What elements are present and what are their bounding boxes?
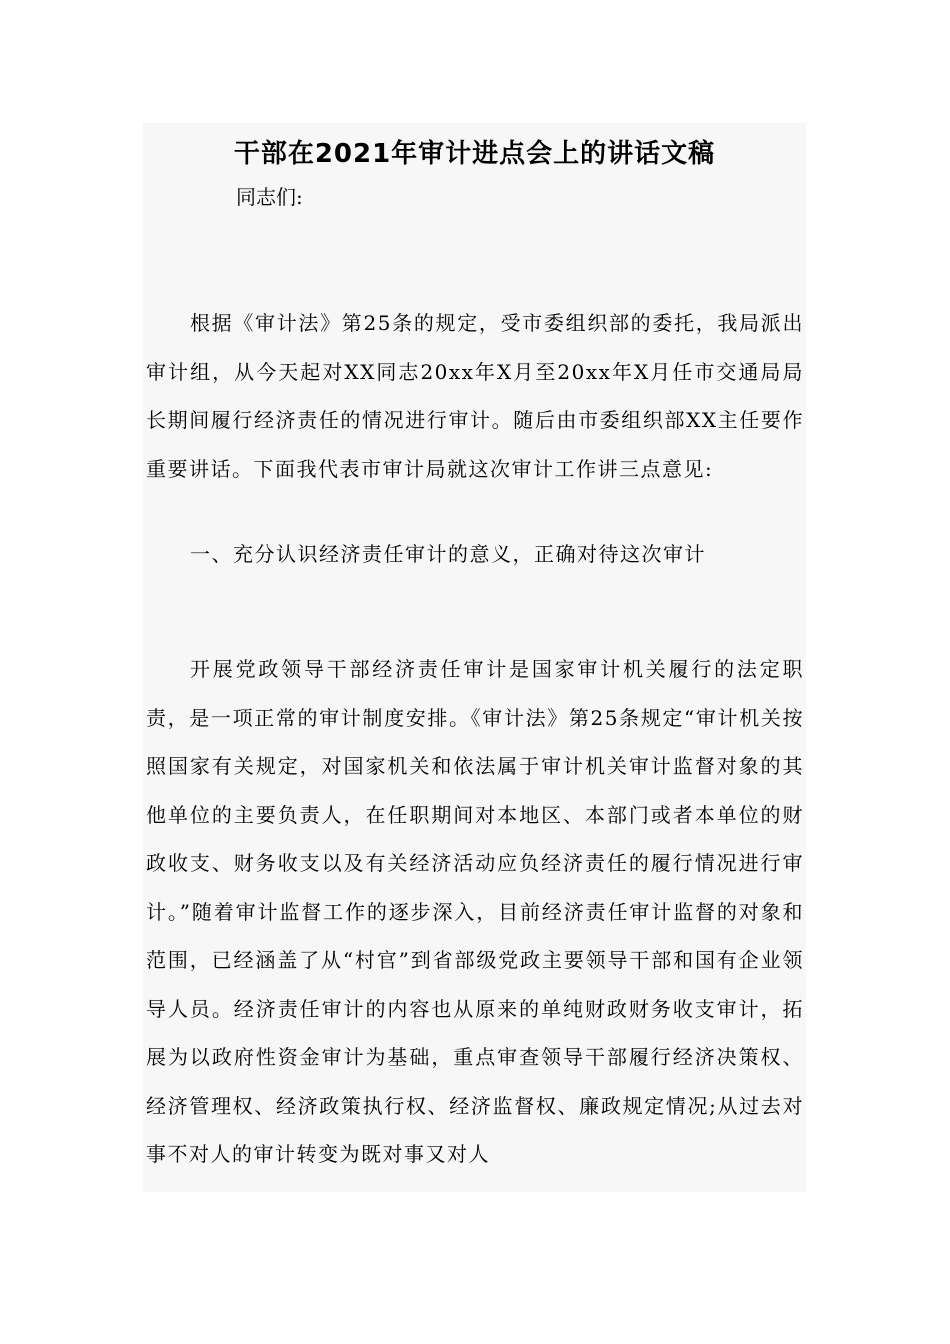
- section-heading-1: 一、充分认识经济责任审计的意义，正确对待这次审计: [190, 542, 706, 566]
- document-title: 干部在2021年审计进点会上的讲话文稿: [233, 139, 716, 169]
- salutation: 同志们:: [236, 185, 303, 209]
- paragraph-body: 开展党政领导干部经济责任审计是国家审计机关履行的法定职责，是一项正常的审计制度安排。《审计法》第25条规定“审计机关按照国家有关规定，对国家机关和依法属于审计机关审计监督对象的其他单位的主要负责人，在任职期间对本地区、本部门或者本单位的财政收支、财务收支以及有关经济活动应负经济责任的履行情况进行审计。”随着审计监督工作的逐步深入，目前经济责任审计监督的对象和范围，已经涵盖了从“村官”到省部级党政主要领导干部和国有企业领导人员。经济责任审计的内容也从原来的单纯财政财务收支审计，拓展为以政府性资金审计为基础，重点审查领导干部履行经济决策权、经济管理权、经济政策执行权、经济监督权、廉政规定情况;从过去对事不对人的审计转变为既对事又对人: [146, 657, 804, 1166]
- paragraph-intro: 根据《审计法》第25条的规定，受市委组织部的委托，我局派出审计组，从今天起对XX同志20xx年X月至20xx年X月任市交通局局长期间履行经济责任的情况进行审计。随后由市委组织部XX主任要作重要讲话。下面我代表市审计局就这次审计工作讲三点意见:: [146, 311, 804, 481]
